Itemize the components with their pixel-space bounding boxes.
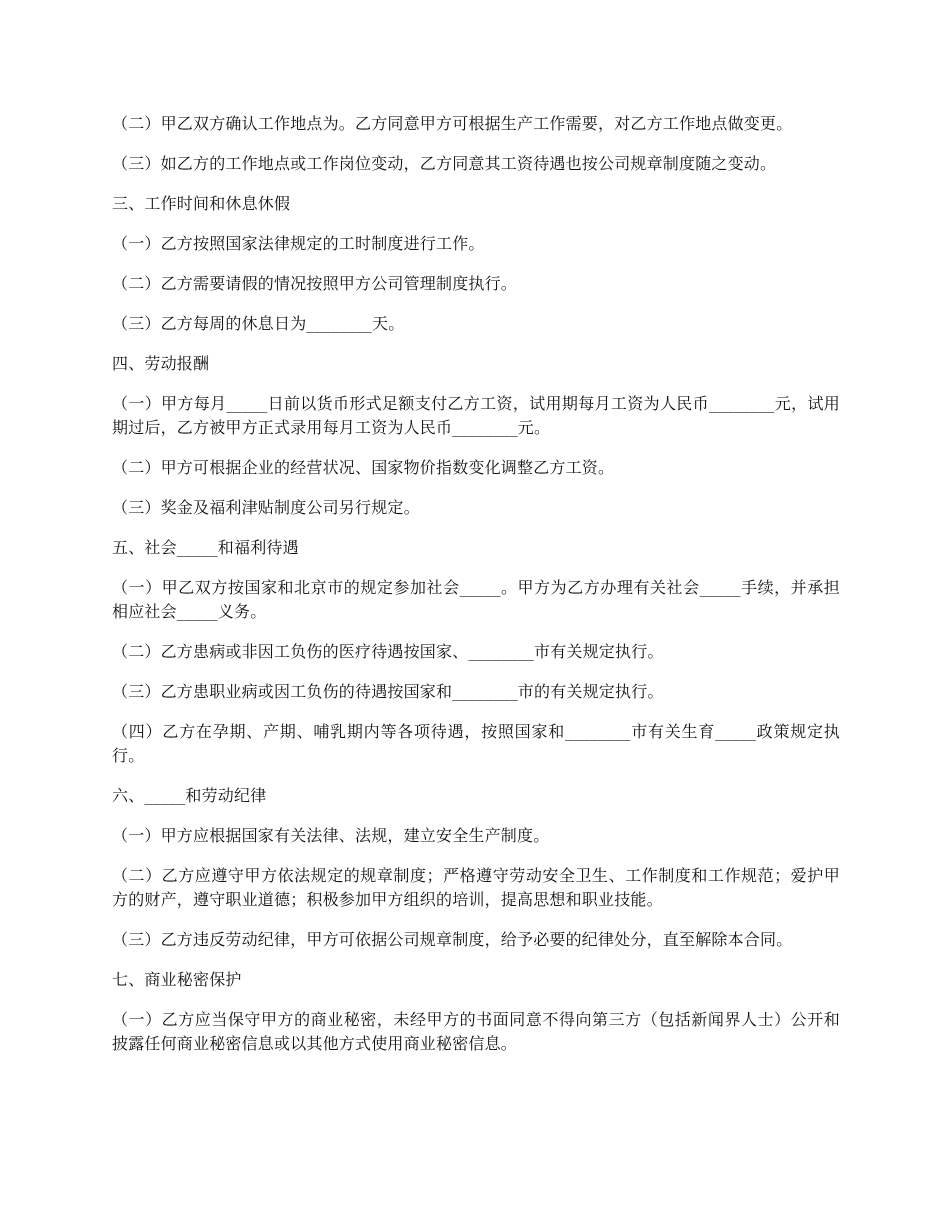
paragraph-6-1: （一）甲方应根据国家有关法律、法规，建立安全生产制度。 xyxy=(112,826,550,845)
section-heading-6: 六、_____和劳动纪律 xyxy=(112,786,267,805)
paragraph-3-3: （三）乙方每周的休息日为________天。 xyxy=(112,314,405,333)
paragraph-4-1: （一）甲方每月_____日前以货币形式足额支付乙方工资，试用期每月工资为人民币________元，试用期过后，乙方被甲方正式录用每月工资为人民币________元。 xyxy=(112,394,840,437)
paragraph-5-3: （三）乙方患职业病或因工负伤的待遇按国家和________市的有关规定执行。 xyxy=(112,682,664,701)
section-heading-4: 四、劳动报酬 xyxy=(112,354,210,373)
paragraph-6-3: （三）乙方违反劳动纪律，甲方可依据公司规章制度，给予必要的纪律处分，直至解除本合同。 xyxy=(112,930,793,949)
paragraph-7-1: （一）乙方应当保守甲方的商业秘密，未经甲方的书面同意不得向第三方（包括新闻界人士）公开和披露任何商业秘密信息或以其他方式使用商业秘密信息。 xyxy=(112,1010,840,1053)
section-heading-5: 五、社会_____和福利待遇 xyxy=(112,538,299,557)
section-heading-3: 三、工作时间和休息休假 xyxy=(112,194,291,213)
paragraph-3-1: （一）乙方按照国家法律规定的工时制度进行工作。 xyxy=(112,234,485,253)
paragraph-4-2: （二）甲方可根据企业的经营状况、国家物价指数变化调整乙方工资。 xyxy=(112,458,615,477)
paragraph-3-2: （二）乙方需要请假的情况按照甲方公司管理制度执行。 xyxy=(112,274,518,293)
document-page xyxy=(112,112,840,1072)
paragraph-5-2: （二）乙方患病或非因工负伤的医疗待遇按国家、________市有关规定执行。 xyxy=(112,642,664,661)
paragraph-2-2: （二）甲乙双方确认工作地点为。乙方同意甲方可根据生产工作需要，对乙方工作地点做变更。 xyxy=(112,114,793,133)
paragraph-5-1: （一）甲乙双方按国家和北京市的规定参加社会_____。甲方为乙方办理有关社会_____手续，并承担相应社会_____义务。 xyxy=(112,578,840,621)
paragraph-6-2: （二）乙方应遵守甲方依法规定的规章制度；严格遵守劳动安全卫生、工作制度和工作规范；爱护甲方的财产，遵守职业道德；积极参加甲方组织的培训，提高思想和职业技能。 xyxy=(112,866,840,909)
paragraph-5-4: （四）乙方在孕期、产期、哺乳期内等各项待遇，按照国家和________市有关生育_____政策规定执行。 xyxy=(112,722,840,765)
paragraph-4-3: （三）奖金及福利津贴制度公司另行规定。 xyxy=(112,498,420,517)
section-heading-7: 七、商业秘密保护 xyxy=(112,970,242,989)
paragraph-2-3: （三）如乙方的工作地点或工作岗位变动，乙方同意其工资待遇也按公司规章制度随之变动。 xyxy=(112,154,777,173)
